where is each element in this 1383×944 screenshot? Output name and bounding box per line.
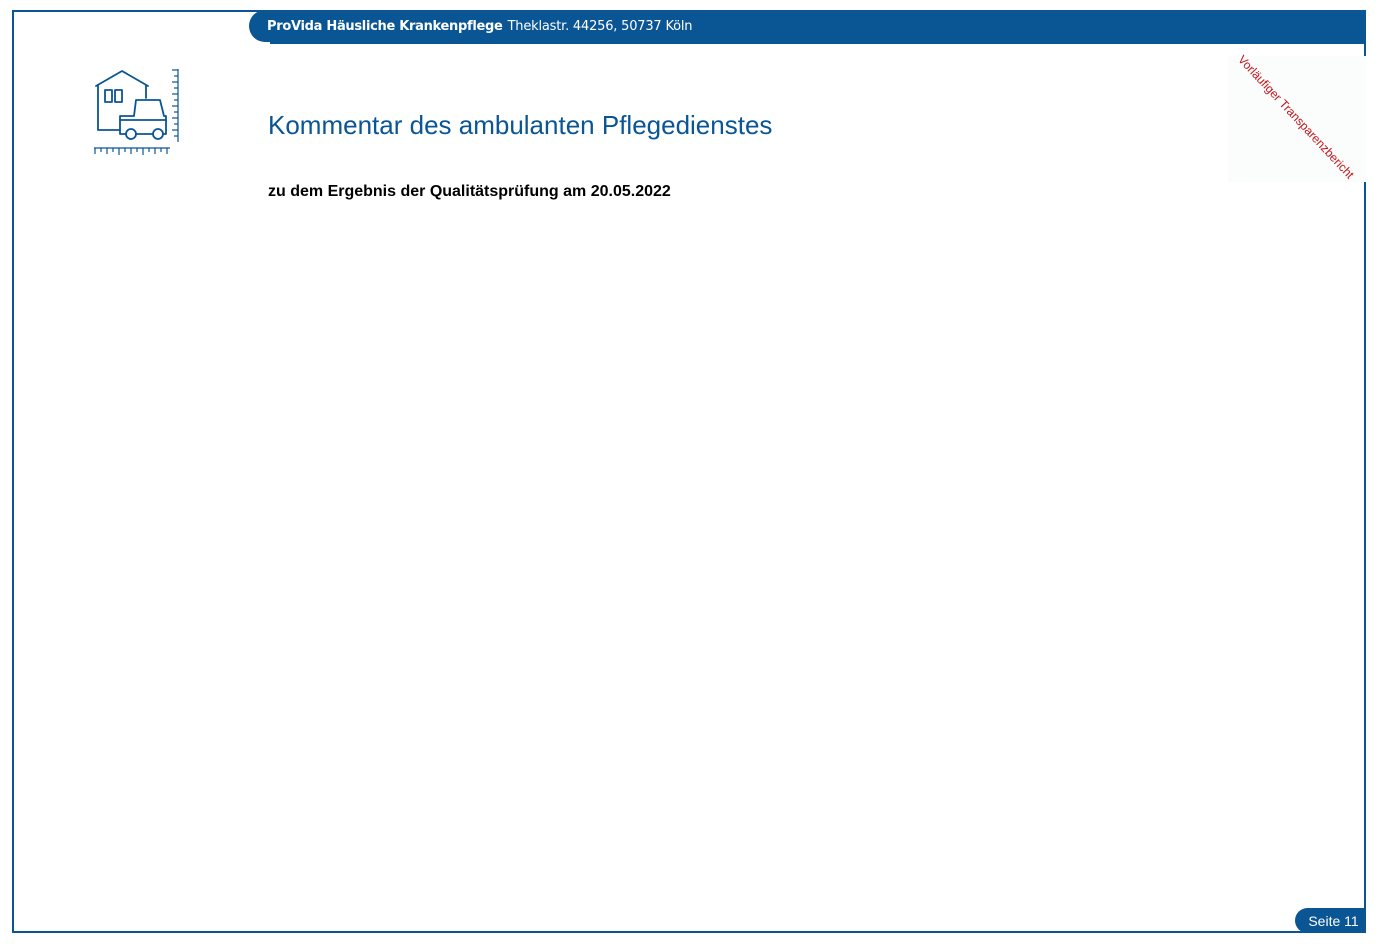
header-underline [270,42,1366,44]
page-subtitle: zu dem Ergebnis der Qualitätsprüfung am 20.05.2022 [268,183,671,200]
page-frame [12,10,1366,933]
page-title: Kommentar des ambulanten Pflegedienstes [268,110,773,140]
org-address: Theklastr. 44256, 50737 Köln [507,18,693,34]
org-name: ProVida Häusliche Krankenpflege [267,18,503,34]
house-with-car-icon [90,64,186,160]
stamp-text: Vorläufiger Transparenzbericht [1235,52,1357,182]
header-bar [249,10,1366,42]
page-number: Seite 11 [1295,908,1366,933]
